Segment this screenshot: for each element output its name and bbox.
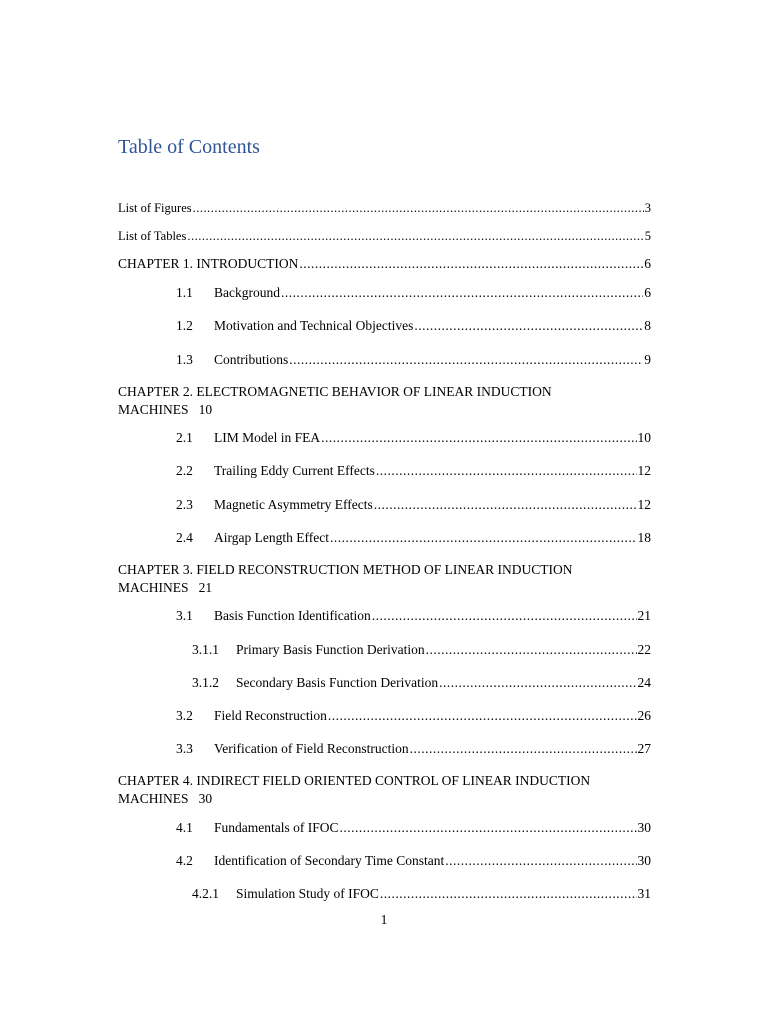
toc-entry-3-2[interactable]: 3.2 Field Reconstruction ..... 26 — [176, 708, 651, 724]
toc-entry-2-3[interactable]: 2.3 Magnetic Asymmetry Effects ..... 12 — [176, 497, 651, 513]
toc-entry-3-1-2[interactable]: 3.1.2 Secondary Basis Function Derivation ..... 24 — [192, 675, 651, 691]
toc-entry-3-1-1[interactable]: 3.1.1 Primary Basis Function Derivation ..... 22 — [192, 642, 651, 658]
toc-entry-2-1[interactable]: 2.1 LIM Model in FEA ..... 10 — [176, 430, 651, 446]
toc-entry-list-of-tables[interactable]: List of Tables ..... 5 — [118, 228, 651, 244]
toc-entry-2-2[interactable]: 2.2 Trailing Eddy Current Effects ..... 12 — [176, 463, 651, 479]
toc-entry-2-4[interactable]: 2.4 Airgap Length Effect ..... 18 — [176, 530, 651, 546]
toc-entry-4-1[interactable]: 4.1 Fundamentals of IFOC ..... 30 — [176, 820, 651, 836]
toc-title: Table of Contents — [118, 136, 260, 158]
toc-entry-4-2[interactable]: 4.2 Identification of Secondary Time Constant ..... 30 — [176, 853, 651, 869]
toc-entry-chapter-3[interactable]: CHAPTER 3. FIELD RECONSTRUCTION METHOD OF LINEAR INDUCTION MACHINES 21 — [118, 562, 573, 595]
toc-entry-3-3[interactable]: 3.3 Verification of Field Reconstruction ..... 27 — [176, 741, 651, 757]
toc-entry-1-2[interactable]: 1.2 Motivation and Technical Objectives ..... 8 — [176, 318, 651, 334]
toc-entry-1-1[interactable]: 1.1 Background ..... 6 — [176, 285, 651, 301]
page-number: 1 — [380, 912, 388, 927]
toc-entry-list-of-figures[interactable]: List of Figures ..... 3 — [118, 200, 651, 216]
toc-entry-4-2-1[interactable]: 4.2.1 Simulation Study of IFOC ..... 31 — [192, 886, 651, 902]
toc-entry-chapter-4[interactable]: CHAPTER 4. INDIRECT FIELD ORIENTED CONTROL OF LINEAR INDUCTION MACHINES 30 — [118, 773, 591, 806]
toc-entry-chapter-1[interactable]: CHAPTER 1. INTRODUCTION ..... 6 — [118, 256, 651, 272]
toc-entry-1-3[interactable]: 1.3 Contributions ..... 9 — [176, 352, 651, 368]
toc-entry-3-1[interactable]: 3.1 Basis Function Identification ..... 21 — [176, 608, 651, 624]
toc-entry-chapter-2[interactable]: CHAPTER 2. ELECTROMAGNETIC BEHAVIOR OF LINEAR INDUCTION MACHINES 10 — [118, 384, 552, 417]
